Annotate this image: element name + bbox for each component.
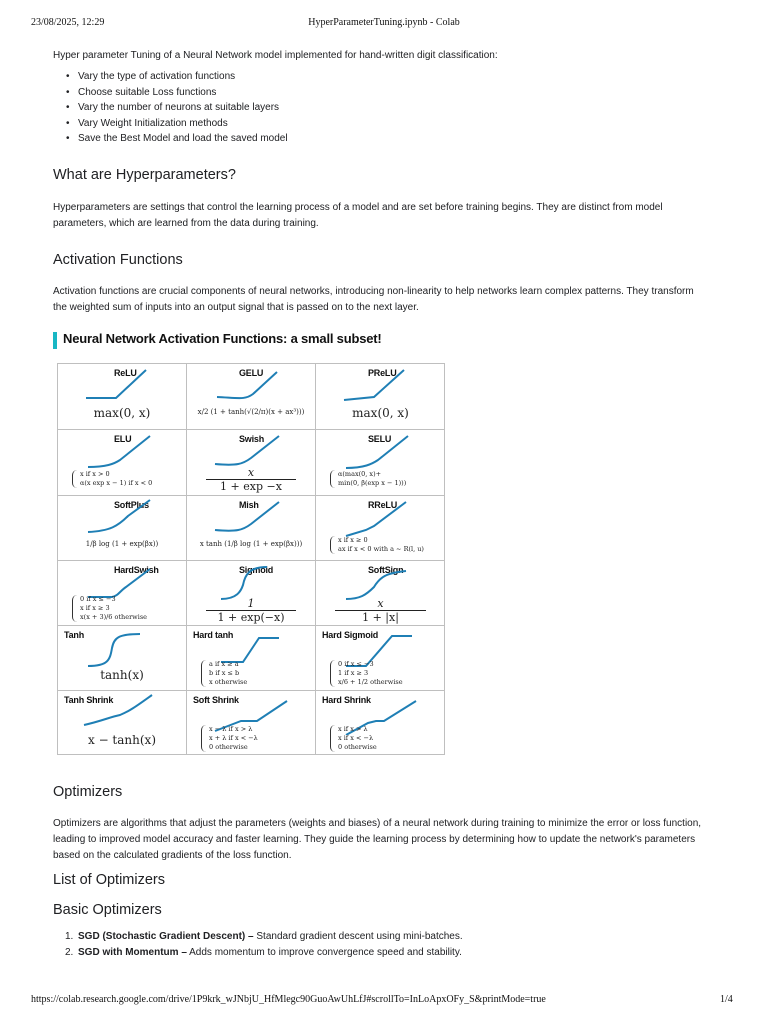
activation-formula-cases <box>72 595 147 622</box>
activation-curve <box>316 364 445 408</box>
activation-cell <box>187 626 316 691</box>
hyperparameters-text: Hyperparameters are settings that control the learning process of a model and are set before training begins. They are distinct from model parameters, which are learned from the data during training. <box>53 202 663 229</box>
curve-path <box>215 502 279 531</box>
activation-formula-cases <box>330 725 377 752</box>
activation-cell <box>58 496 187 561</box>
formula-case: x if x ≥ 3 <box>80 604 110 612</box>
curve-path <box>346 436 408 468</box>
activation-cell <box>187 561 316 626</box>
activation-cell <box>58 430 187 496</box>
activation-curve <box>58 626 187 670</box>
curve-path <box>84 695 152 725</box>
formula-case: 0 otherwise <box>209 743 248 751</box>
activation-formula-cases <box>330 470 406 488</box>
activation-curve <box>58 430 187 474</box>
activation-name: Hard tanh <box>193 630 234 640</box>
figure-title: Neural Network Activation Functions: a small subset! <box>63 331 382 346</box>
formula-denominator: 1 + exp −x <box>220 480 282 493</box>
activation-formula <box>316 597 445 624</box>
activation-functions-figure <box>53 329 446 761</box>
formula-case: a if x ≥ a <box>209 660 239 668</box>
basic-optimizers-list <box>65 929 463 960</box>
curve-path <box>217 372 277 398</box>
heading-basic-optimizers: Basic Optimizers <box>53 902 162 918</box>
intro-text: Hyper parameter Tuning of a Neural Network model implemented for hand-written digit classification: <box>53 50 498 61</box>
formula-case: min(0, β(exp x − 1))) <box>338 479 407 487</box>
formula-case: x if x > λ <box>338 725 368 733</box>
curve-path <box>88 634 140 666</box>
activation-cell <box>187 691 316 755</box>
activation-cell <box>187 430 316 496</box>
activation-formula-cases <box>330 536 424 554</box>
activation-formula <box>187 597 315 624</box>
curve-path <box>344 370 404 400</box>
formula-case: x − λ if x > λ <box>209 725 253 733</box>
heading-optimizers: Optimizers <box>53 784 123 800</box>
activation-name: PReLU <box>368 368 397 378</box>
activation-formula: x/2 (1 + tanh(√(2/π)(x + ax³))) <box>197 408 305 416</box>
activation-formula-cases <box>201 660 247 687</box>
formula-numerator: x <box>377 597 384 610</box>
curve-path <box>88 436 150 467</box>
activation-curve <box>58 691 187 735</box>
activation-name: SELU <box>368 434 392 444</box>
heading-hyperparameters: What are Hyperparameters? <box>53 167 236 183</box>
activation-cell <box>58 364 187 430</box>
activation-name: Soft Shrink <box>193 695 239 705</box>
activation-name: Hard Sigmoid <box>322 630 379 640</box>
print-date: 23/08/2025, 12:29 <box>31 17 105 28</box>
formula-case: 0 if x ≤ −3 <box>338 660 374 668</box>
activation-name: Swish <box>239 434 265 444</box>
curve-path <box>346 502 406 536</box>
activation-curve <box>316 430 445 474</box>
activation-curve <box>316 496 445 540</box>
activation-cell <box>316 626 445 691</box>
activation-cell <box>316 561 445 626</box>
bullet-item: • Choose suitable Loss functions <box>78 85 288 101</box>
activation-name: RReLU <box>368 500 398 510</box>
activation-formula: max(0, x) <box>352 406 409 420</box>
activation-name: SoftPlus <box>114 500 149 510</box>
print-title: HyperParameterTuning.ipynb - Colab <box>308 17 460 28</box>
activation-cell <box>187 364 316 430</box>
activation-name: Sigmoid <box>239 565 274 575</box>
activation-curve <box>187 364 316 408</box>
bullet-item: • Vary the type of activation functions <box>78 69 288 85</box>
activation-name: ReLU <box>114 368 137 378</box>
optimizers-text: Optimizers are algorithms that adjust the parameters (weights and biases) of a neural network during training to minimize the error or loss function, leading to improved model accuracy and faster learning. They guide the learning process by determining how to update the network's parameters based on the calculated gradients of the loss function. <box>53 818 702 861</box>
heading-activation-functions: Activation Functions <box>53 252 183 268</box>
activation-name: Tanh Shrink <box>64 695 114 705</box>
activation-cell <box>58 691 187 755</box>
activation-name: SoftSign <box>368 565 404 575</box>
formula-case: α(x exp x − 1) if x < 0 <box>80 479 153 487</box>
print-page-number: 1/4 <box>720 994 733 1005</box>
activation-formula: 1/β log (1 + exp(βx)) <box>85 540 159 548</box>
curve-path <box>86 370 146 398</box>
activation-name: Mish <box>239 500 259 510</box>
activation-cell <box>316 430 445 496</box>
activation-cell <box>316 364 445 430</box>
formula-case: x/6 + 1/2 otherwise <box>338 678 403 686</box>
activation-formula <box>187 466 315 493</box>
curve-path <box>88 569 150 597</box>
item-description: Adds momentum to improve convergence speed and stability. <box>186 946 462 958</box>
activation-name: ELU <box>114 434 132 444</box>
list-item <box>65 945 463 961</box>
activation-formula-cases <box>330 660 403 687</box>
figure-accent-bar <box>53 332 57 349</box>
intro-bullet-list <box>78 69 288 147</box>
activation-curve <box>58 364 187 408</box>
formula-case: x otherwise <box>209 678 248 686</box>
formula-case: x if x < −λ <box>338 734 374 742</box>
item-title: SGD (Stochastic Gradient Descent) – <box>78 931 254 942</box>
item-number: 1. <box>65 931 74 942</box>
item-number: 2. <box>65 946 74 958</box>
activation-formula: x tanh (1/β log (1 + exp(βx))) <box>199 540 303 548</box>
formula-case: 0 otherwise <box>338 743 377 751</box>
activation-name: Tanh <box>64 630 85 640</box>
activation-formula: max(0, x) <box>93 406 151 420</box>
bullet-item: • Vary the number of neurons at suitable layers <box>78 100 288 116</box>
formula-case: x if x ≥ 0 <box>338 536 368 544</box>
heading-list-of-optimizers: List of Optimizers <box>53 872 165 888</box>
formula-case: b if x ≤ b <box>209 669 240 677</box>
activation-name: Hard Shrink <box>322 695 371 705</box>
curve-path <box>221 567 267 599</box>
formula-case: α(max(0, x)+ <box>338 470 382 478</box>
item-title: SGD with Momentum – <box>78 946 187 958</box>
activation-cell <box>58 561 187 626</box>
activation-curve <box>187 496 316 540</box>
formula-numerator: 1 <box>247 597 255 610</box>
activation-cell <box>316 496 445 561</box>
print-url: https://colab.research.google.com/drive/1P9krk_wJNbjU_HfMlegc90GuoAwUhLfJ#scrollTo=InLoApxOFy_S&printMode=true <box>31 994 546 1005</box>
formula-case: x if x > 0 <box>80 470 110 478</box>
list-item <box>65 929 463 945</box>
curve-path <box>88 500 150 532</box>
bullet-item: • Vary Weight Initialization methods <box>78 116 288 132</box>
item-description: Standard gradient descent using mini-batches. <box>253 931 463 942</box>
activation-cell <box>187 496 316 561</box>
curve-path <box>346 571 406 599</box>
formula-case: x + λ if x < −λ <box>209 734 258 742</box>
curve-path <box>215 436 279 465</box>
activation-formula: tanh(x) <box>100 668 144 682</box>
activation-formula: x − tanh(x) <box>87 733 156 747</box>
formula-case: 1 if x ≥ 3 <box>338 669 369 677</box>
activation-formula-cases <box>72 470 152 488</box>
bullet-item: • Save the Best Model and load the saved model <box>78 131 288 147</box>
formula-case: x(x + 3)/6 otherwise <box>80 613 147 621</box>
activation-curve <box>58 496 187 540</box>
activation-grid <box>57 363 445 755</box>
formula-denominator: 1 + exp(−x) <box>217 611 285 624</box>
activation-formula-cases <box>201 725 258 752</box>
activation-name: GELU <box>239 368 264 378</box>
activation-name: HardSwish <box>114 565 159 575</box>
formula-numerator: x <box>247 466 255 479</box>
activation-cell <box>316 691 445 755</box>
formula-denominator: 1 + |x| <box>362 611 399 624</box>
activation-text: Activation functions are crucial components of neural networks, introducing non-linearity to help networks learn complex patterns. They transform the weighted sum of inputs into an output signal that is passed on to the next layer. <box>53 286 694 313</box>
formula-case: 0 if x ≤ −3 <box>80 595 116 603</box>
formula-case: ax if x < 0 with a ~ R(l, u) <box>338 545 424 553</box>
curve-path <box>221 638 279 662</box>
activation-cell <box>58 626 187 691</box>
